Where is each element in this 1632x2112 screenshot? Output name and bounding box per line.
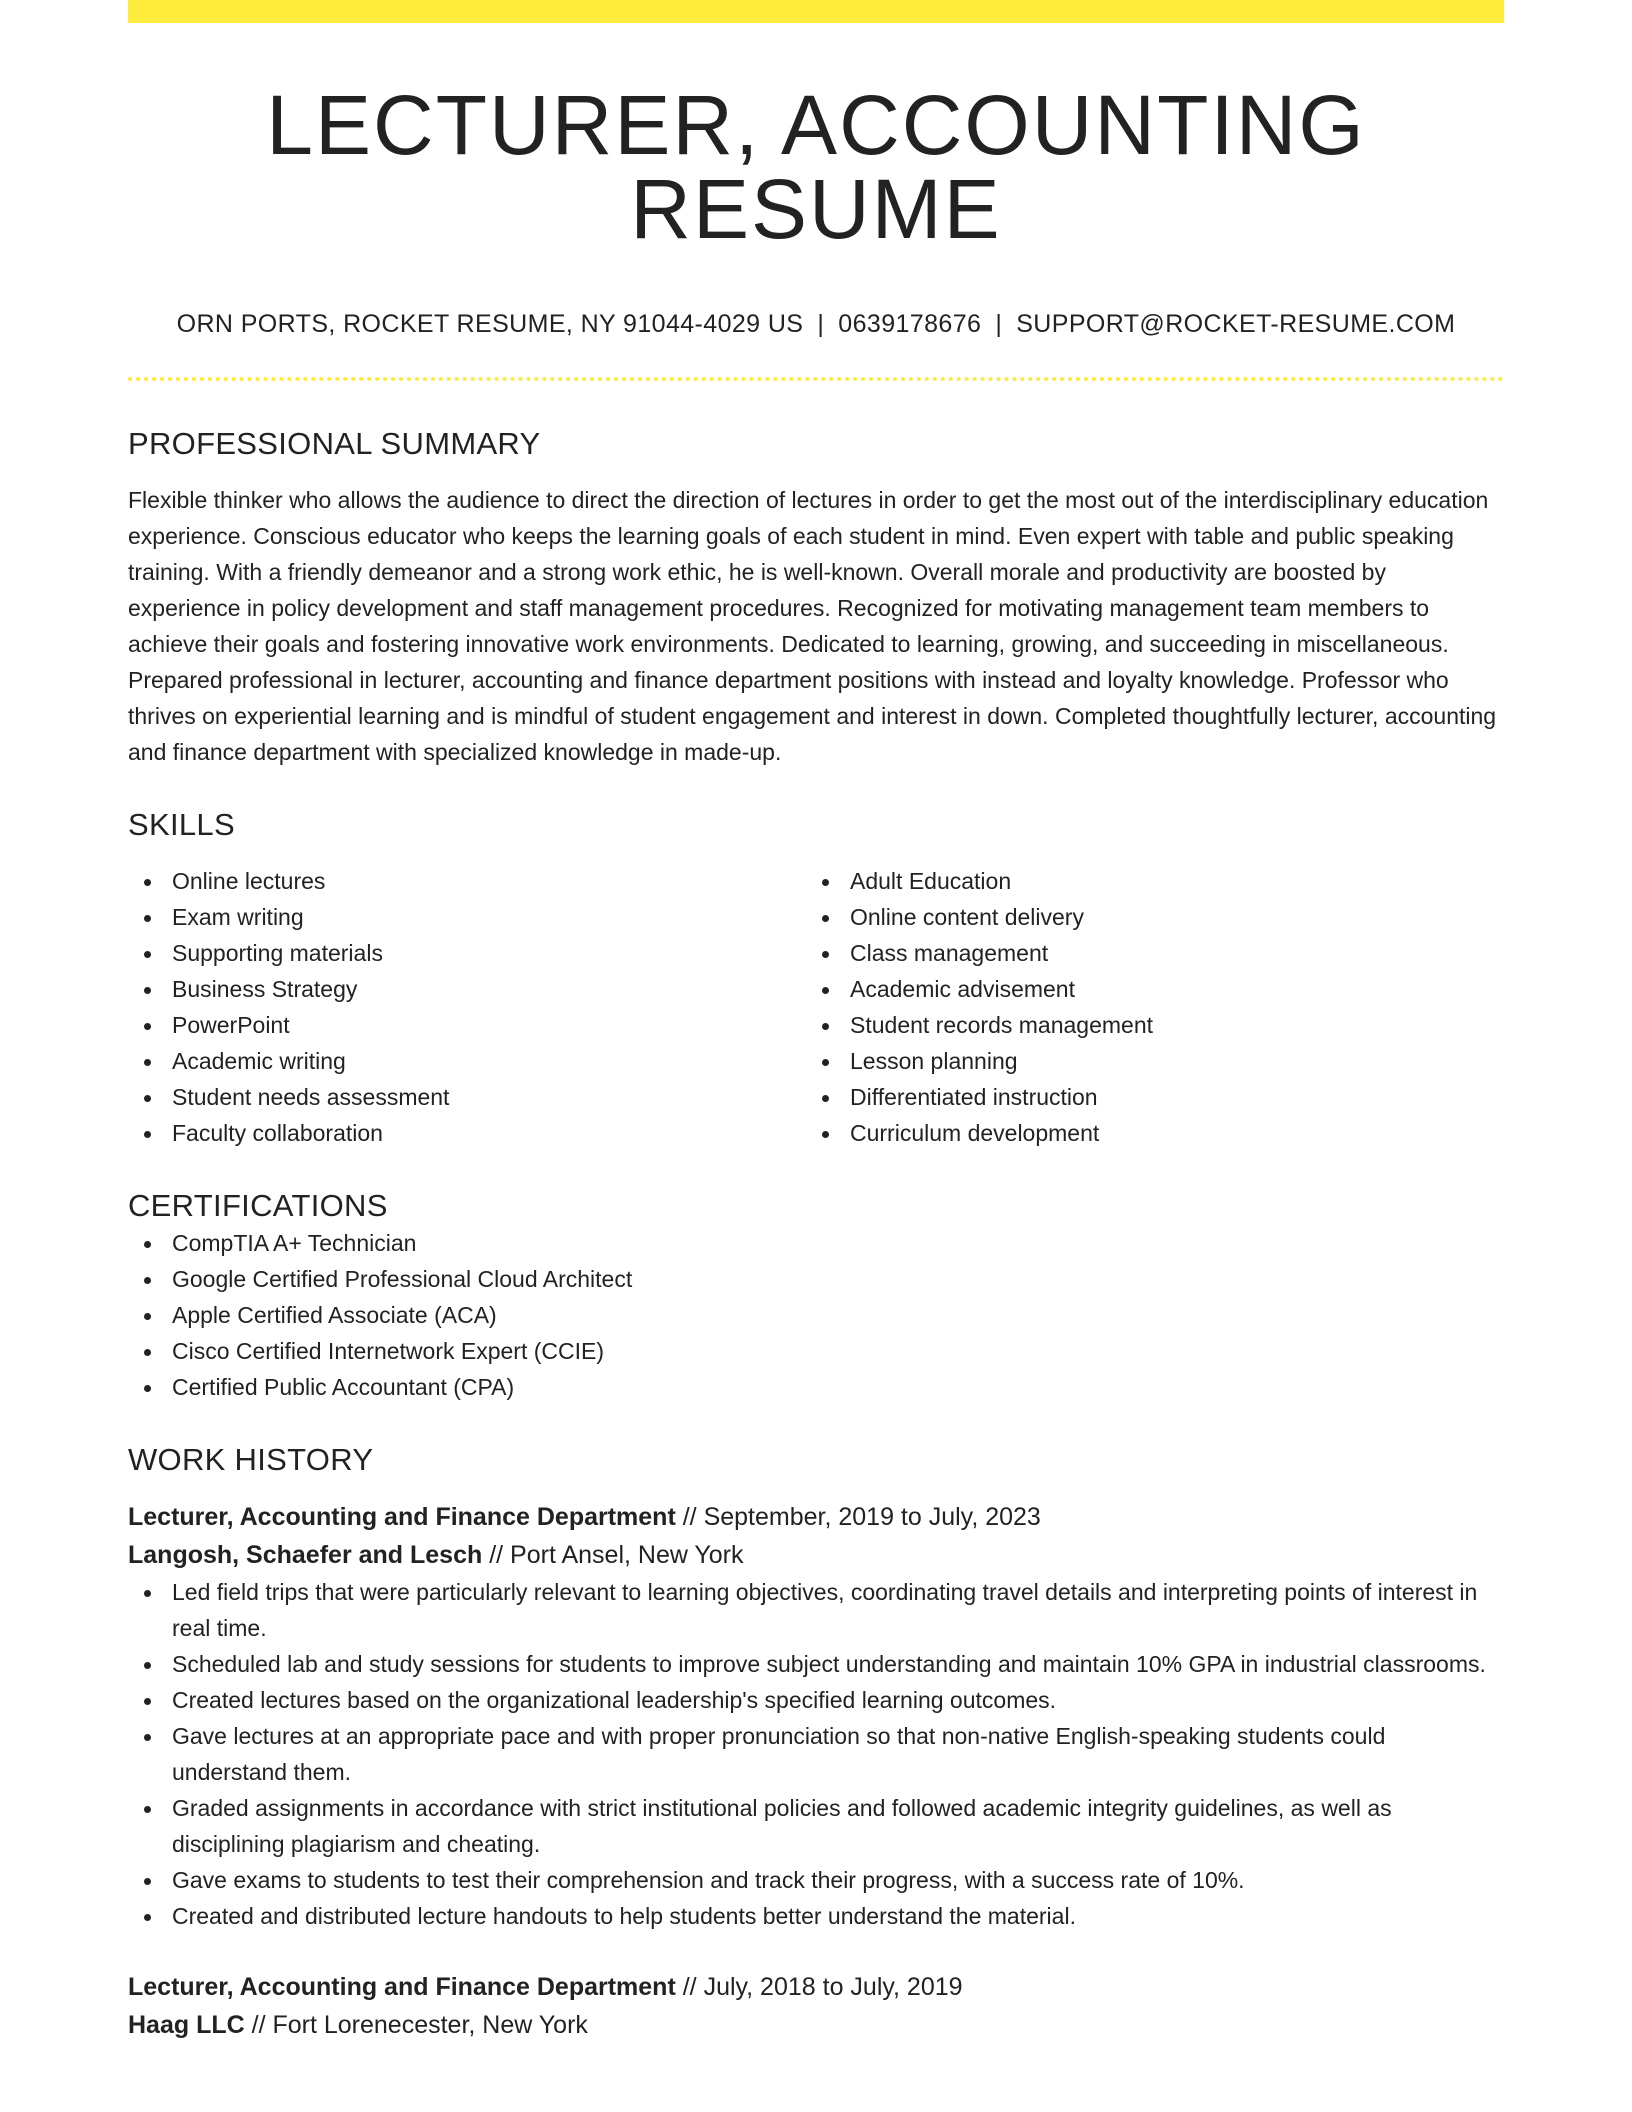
skill-item-text: Academic advisement bbox=[850, 976, 1075, 1003]
bullet-dot bbox=[144, 1277, 151, 1284]
skill-item bbox=[806, 1115, 1484, 1151]
bullet-dot bbox=[144, 1313, 151, 1320]
contact-separator: | bbox=[995, 310, 1003, 338]
certification-item-text: Google Certified Professional Cloud Architect bbox=[172, 1265, 633, 1292]
contact-phone: 0639178676 bbox=[838, 310, 982, 338]
job-bullet bbox=[128, 1682, 1504, 1718]
bullet-dot bbox=[822, 951, 829, 958]
certification-item-text: CompTIA A+ Technician bbox=[172, 1229, 417, 1256]
job-company: Langosh, Schaefer and Lesch bbox=[128, 1540, 483, 1569]
bullet-dot bbox=[822, 879, 829, 886]
job-title-line bbox=[128, 1498, 1504, 1536]
skill-item-text: Academic writing bbox=[172, 1048, 346, 1075]
skill-item bbox=[806, 1079, 1484, 1115]
work-history-list bbox=[128, 1498, 1504, 2044]
bullet-dot bbox=[144, 1241, 151, 1248]
bullet-dot bbox=[144, 1059, 151, 1066]
skill-item-text: Lesson planning bbox=[850, 1048, 1018, 1075]
skill-item bbox=[128, 1043, 806, 1079]
contact-line bbox=[128, 309, 1504, 339]
summary-paragraph: Flexible thinker who allows the audience to direct the direction of lectures in order to get the most out of the interdisciplinary education experience. Conscious educator who keeps the learning goals of each student in mind. Even expert with table and public speaking training. With a friendly demeanor and a strong work ethic, he is well-known. Overall morale and productivity are boosted by experience in policy development and staff management procedures. Recognized for motivating management team members to achieve their goals and fostering innovative work environments. Dedicated to learning, growing, and succeeding in miscellaneous. Prepared professional in lecturer, accounting and finance department positions with instead and loyalty knowledge. Professor who thrives on experiential learning and is mindful of student engagement and interest in down. Completed thoughtfully lecturer, accounting and finance department with specialized knowledge in made-up. bbox=[128, 487, 1497, 766]
skill-item-text: Differentiated instruction bbox=[850, 1084, 1098, 1111]
bullet-dot bbox=[144, 915, 151, 922]
skill-item-text: Business Strategy bbox=[172, 976, 358, 1003]
skill-item-text: Class management bbox=[850, 940, 1049, 967]
job-bullet-list bbox=[128, 1574, 1504, 1934]
bullet-dot bbox=[144, 1698, 151, 1705]
bullet-dot bbox=[144, 1914, 151, 1921]
job-bullet-text: Scheduled lab and study sessions for students to improve subject understanding and maintain 10% GPA in industrial classrooms. bbox=[172, 1650, 1486, 1677]
job-bullet-text: Created lectures based on the organizational leadership's specified learning outcomes. bbox=[172, 1686, 1057, 1713]
bullet-dot bbox=[822, 915, 829, 922]
bullet-dot bbox=[144, 1878, 151, 1885]
certification-item bbox=[128, 1225, 1504, 1261]
bullet-dot bbox=[144, 951, 151, 958]
job-bullet-text: Created and distributed lecture handouts to help students better understand the material. bbox=[172, 1902, 1076, 1929]
skill-item-text: Online lectures bbox=[172, 868, 326, 895]
skills-grid bbox=[128, 863, 1504, 1151]
job-bullet bbox=[128, 1646, 1504, 1682]
section-heading-skills: SKILLS bbox=[128, 807, 235, 843]
job-company-line bbox=[128, 1536, 1504, 1574]
job-entry bbox=[128, 1498, 1504, 1934]
job-dates: // July, 2018 to July, 2019 bbox=[675, 1972, 963, 2001]
job-entry bbox=[128, 1968, 1504, 2044]
skill-item bbox=[128, 899, 806, 935]
contact-separator: | bbox=[817, 310, 825, 338]
skill-item bbox=[806, 1043, 1484, 1079]
bullet-dot bbox=[144, 1385, 151, 1392]
job-company: Haag LLC bbox=[128, 2010, 245, 2039]
section-heading-summary: PROFESSIONAL SUMMARY bbox=[128, 426, 541, 461]
job-bullet bbox=[128, 1862, 1504, 1898]
bullet-dot bbox=[144, 1662, 151, 1669]
skill-item-text: Student needs assessment bbox=[172, 1084, 450, 1111]
certification-item bbox=[128, 1369, 1504, 1405]
skills-column-right bbox=[806, 863, 1484, 1151]
bullet-dot bbox=[144, 1590, 151, 1597]
contact-address: ORN PORTS, ROCKET RESUME, NY 91044-4029 US bbox=[176, 310, 804, 338]
skill-item-text: Online content delivery bbox=[850, 904, 1084, 931]
skill-item bbox=[806, 863, 1484, 899]
skill-item bbox=[806, 1007, 1484, 1043]
contact-email: SUPPORT@ROCKET-RESUME.COM bbox=[1016, 310, 1456, 338]
job-location: // Port Ansel, New York bbox=[482, 1540, 744, 1569]
skill-item-text: Supporting materials bbox=[172, 940, 383, 967]
bullet-dot bbox=[822, 1059, 829, 1066]
certification-item bbox=[128, 1297, 1504, 1333]
job-title-line bbox=[128, 1968, 1504, 2006]
bullet-dot bbox=[822, 1095, 829, 1102]
skill-item bbox=[806, 935, 1484, 971]
skill-item bbox=[128, 863, 806, 899]
skills-column-left bbox=[128, 863, 806, 1151]
job-location: // Fort Lorenecester, New York bbox=[244, 2010, 588, 2039]
job-bullet-text: Gave lectures at an appropriate pace and with proper pronunciation so that non-native English-speaking students could understand them. bbox=[172, 1722, 1386, 1785]
skill-item bbox=[128, 935, 806, 971]
skill-item-text: Exam writing bbox=[172, 904, 304, 931]
bullet-dot bbox=[822, 1131, 829, 1138]
job-bullet-text: Led field trips that were particularly relevant to learning objectives, coordinating travel details and interpreting points of interest in real time. bbox=[172, 1578, 1478, 1641]
certifications-list bbox=[128, 1225, 1504, 1405]
bullet-dot bbox=[144, 1023, 151, 1030]
job-bullet-text: Gave exams to students to test their comprehension and track their progress, with a success rate of 10%. bbox=[172, 1866, 1245, 1893]
dotted-divider bbox=[128, 377, 1504, 381]
certification-item-text: Apple Certified Associate (ACA) bbox=[172, 1301, 497, 1328]
bullet-dot bbox=[144, 1734, 151, 1741]
skill-item-text: Adult Education bbox=[850, 868, 1012, 895]
skill-item bbox=[806, 971, 1484, 1007]
certification-item-text: Cisco Certified Internetwork Expert (CCIE) bbox=[172, 1337, 605, 1364]
bullet-dot bbox=[144, 1806, 151, 1813]
job-dates: // September, 2019 to July, 2023 bbox=[675, 1502, 1041, 1531]
job-bullet-text: Graded assignments in accordance with strict institutional policies and followed academic integrity guidelines, as well as disciplining plagiarism and cheating. bbox=[172, 1794, 1392, 1857]
bullet-dot bbox=[822, 987, 829, 994]
job-title: Lecturer, Accounting and Finance Department bbox=[128, 1972, 676, 2001]
skills-list-left bbox=[128, 863, 806, 1151]
skill-item bbox=[806, 899, 1484, 935]
skill-item bbox=[128, 971, 806, 1007]
section-heading-work-history: WORK HISTORY bbox=[128, 1441, 374, 1477]
bullet-dot bbox=[144, 987, 151, 994]
skill-item-text: Faculty collaboration bbox=[172, 1120, 383, 1147]
job-bullet bbox=[128, 1898, 1504, 1934]
accent-top-bar bbox=[128, 0, 1504, 23]
bullet-dot bbox=[144, 1349, 151, 1356]
certification-item bbox=[128, 1261, 1504, 1297]
job-company-line bbox=[128, 2006, 1504, 2044]
resume-page bbox=[128, 0, 1504, 2044]
certification-item-text: Certified Public Accountant (CPA) bbox=[172, 1373, 515, 1400]
skills-list-right bbox=[806, 863, 1484, 1151]
skill-item bbox=[128, 1007, 806, 1043]
job-bullet bbox=[128, 1790, 1504, 1862]
skill-item-text: Curriculum development bbox=[850, 1120, 1100, 1147]
skill-item-text: Student records management bbox=[850, 1012, 1154, 1039]
job-bullet bbox=[128, 1574, 1504, 1646]
certification-item bbox=[128, 1333, 1504, 1369]
job-title: Lecturer, Accounting and Finance Department bbox=[128, 1502, 676, 1531]
skill-item bbox=[128, 1115, 806, 1151]
resume-title: LECTURER, ACCOUNTING RESUME bbox=[266, 78, 1366, 256]
job-bullet bbox=[128, 1718, 1504, 1790]
bullet-dot bbox=[144, 1095, 151, 1102]
skill-item-text: PowerPoint bbox=[172, 1012, 290, 1039]
skill-item bbox=[128, 1079, 806, 1115]
bullet-dot bbox=[144, 1131, 151, 1138]
bullet-dot bbox=[144, 879, 151, 886]
bullet-dot bbox=[822, 1023, 829, 1030]
section-heading-certifications: CERTIFICATIONS bbox=[128, 1188, 388, 1224]
